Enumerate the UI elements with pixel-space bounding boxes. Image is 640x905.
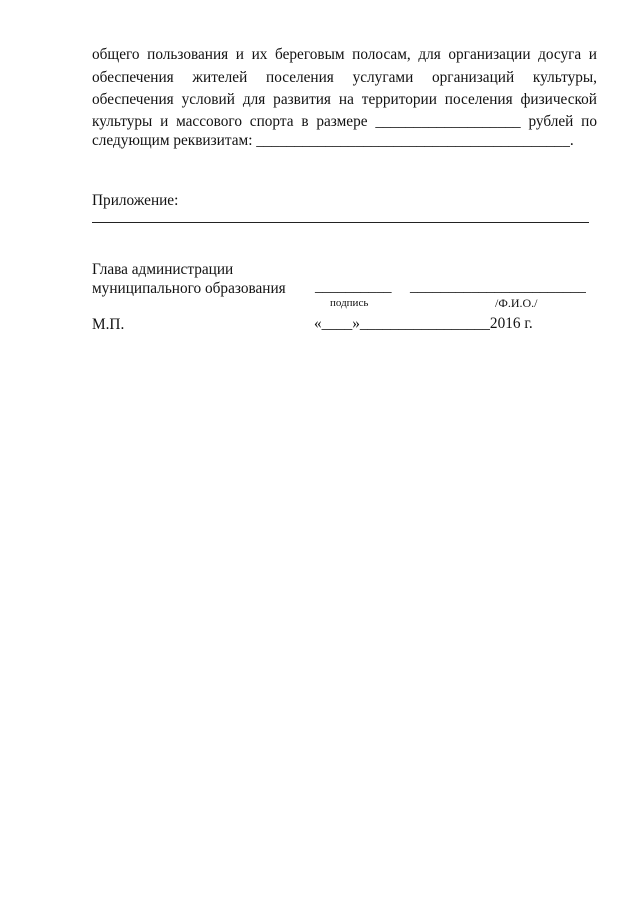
appendix-label: Приложение: [92, 192, 179, 209]
seal-label: М.П. [92, 316, 125, 333]
date-line[interactable]: «____»_________________2016 г. [314, 315, 533, 332]
signatory-title-line-1: Глава администрации [92, 261, 234, 278]
body-text-line-5: следующим реквизитам: _________________________________________. [92, 132, 574, 149]
signature-blank[interactable]: __________ [315, 278, 392, 295]
full-name-blank[interactable]: _______________________ [410, 278, 586, 295]
signature-caption: подпись [330, 297, 369, 309]
body-text-line-4: культуры и массового спорта в размере ___________________ рублей по [92, 113, 597, 130]
body-text-line-3: обеспечения условий для развития на территории поселения физической [92, 91, 597, 108]
body-text-line-2: обеспечения жителей поселения услугами организаций культуры, [92, 69, 597, 86]
full-name-caption: /Ф.И.О./ [495, 296, 538, 310]
body-text-line-1: общего пользования и их береговым полосам, для организации досуга и [92, 46, 597, 63]
appendix-underline [92, 222, 589, 223]
signatory-title-line-2: муниципального образования [92, 280, 286, 297]
